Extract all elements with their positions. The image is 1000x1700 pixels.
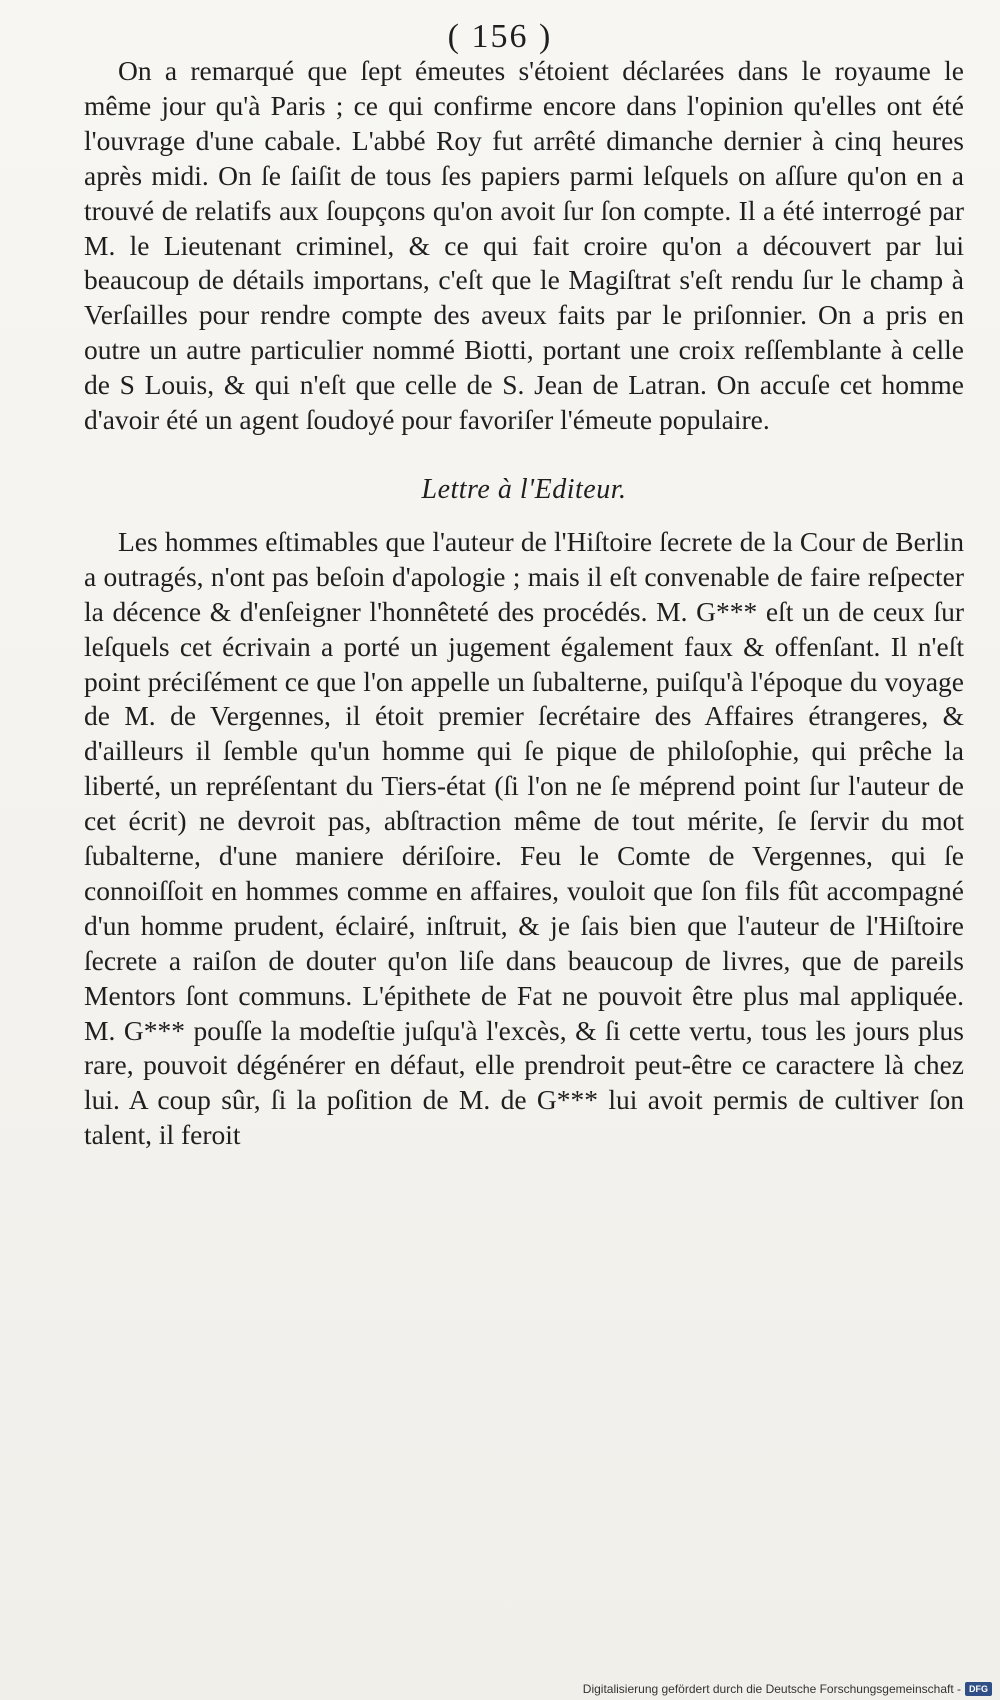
paragraph-2: Les hommes eſtimables que l'auteur de l'Hiſtoire ſecrete de la Cour de Berlin a outragés, n'ont pas beſoin d'apologie ; mais il eſt convenable de faire reſpecter la décence & d'enſeigner l'honnêteté des procédés. M. G*** eſt un de ceux ſur leſquels cet écrivain a porté un jugement également faux & offenſant. Il n'eſt point préciſément ce que l'on appelle un ſubalterne, puiſqu'à l'époque du voyage de M. de Vergennes, il étoit premier ſecrétaire des Affaires étrangeres, & d'ailleurs il ſemble qu'un homme qui ſe pique de philoſophie, qui prêche la liberté, un repréſentant du Tiers-état (ſi l'on ne ſe méprend point ſur l'auteur de cet écrit) ne devroit pas, abſtraction même de tout mérite, ſe ſervir du mot ſubalterne, d'une maniere dériſoire. Feu le Comte de Vergennes, qui ſe connoiſſoit en hommes comme en affaires, vouloit que ſon fils fût accompagné d'un homme prudent, éclairé, inſtruit, & je ſais bien que l'auteur de l'Hiſtoire ſecrete a raiſon de douter qu'on liſe dans beaucoup de livres, que de pareils Mentors ſont communs. L'épithete de Fat ne pouvoit être plus mal appliquée. M. G*** pouſſe la modeſtie juſqu'à l'excès, & ſi cette vertu, tous les jours plus rare, pouvoit dégénérer en défaut, elle prendroit peut-être ce caractere là chez lui. A coup sûr, ſi la poſition de M. de G*** lui avoit permis de cultiver ſon talent, il feroit	[84, 525, 964, 1151]
document-body	[84, 54, 964, 1153]
paragraph-1: On a remarqué que ſept émeutes s'étoient déclarées dans le royaume le même jour qu'à Paris ; ce qui confirme encore dans l'opinion qu'elles ont été l'ouvrage d'une cabale. L'abbé Roy fut arrêté dimanche dernier à cinq heures après midi. On ſe ſaiſit de tous ſes papiers parmi leſquels on aſſure qu'on en a trouvé de relatifs aux ſoupçons qu'on avoit ſur ſon compte. Il a été interrogé par M. le Lieutenant criminel, & ce qui fait croire qu'on a découvert par lui beaucoup de détails importans, c'eſt que le Magiſtrat s'eſt rendu ſur le champ à Verſailles pour rendre compte des aveux faits par le priſonnier. On a pris en outre un autre particulier nommé Biotti, portant une croix reſſemblante à celle de S Louis, & qui n'eſt que celle de S. Jean de Latran. On accuſe cet homme d'avoir été un agent ſoudoyé pour favoriſer l'émeute populaire.	[84, 55, 964, 436]
dfg-footer	[583, 1682, 992, 1696]
dfg-logo: DFG	[965, 1682, 992, 1696]
page-number: ( 156 )	[447, 18, 553, 55]
letter-heading: Lettre à l'Editeur.	[421, 473, 627, 505]
dfg-footer-text: Digitalisierung gefördert durch die Deutsche Forschungsgemeinschaft -	[582, 1682, 961, 1696]
